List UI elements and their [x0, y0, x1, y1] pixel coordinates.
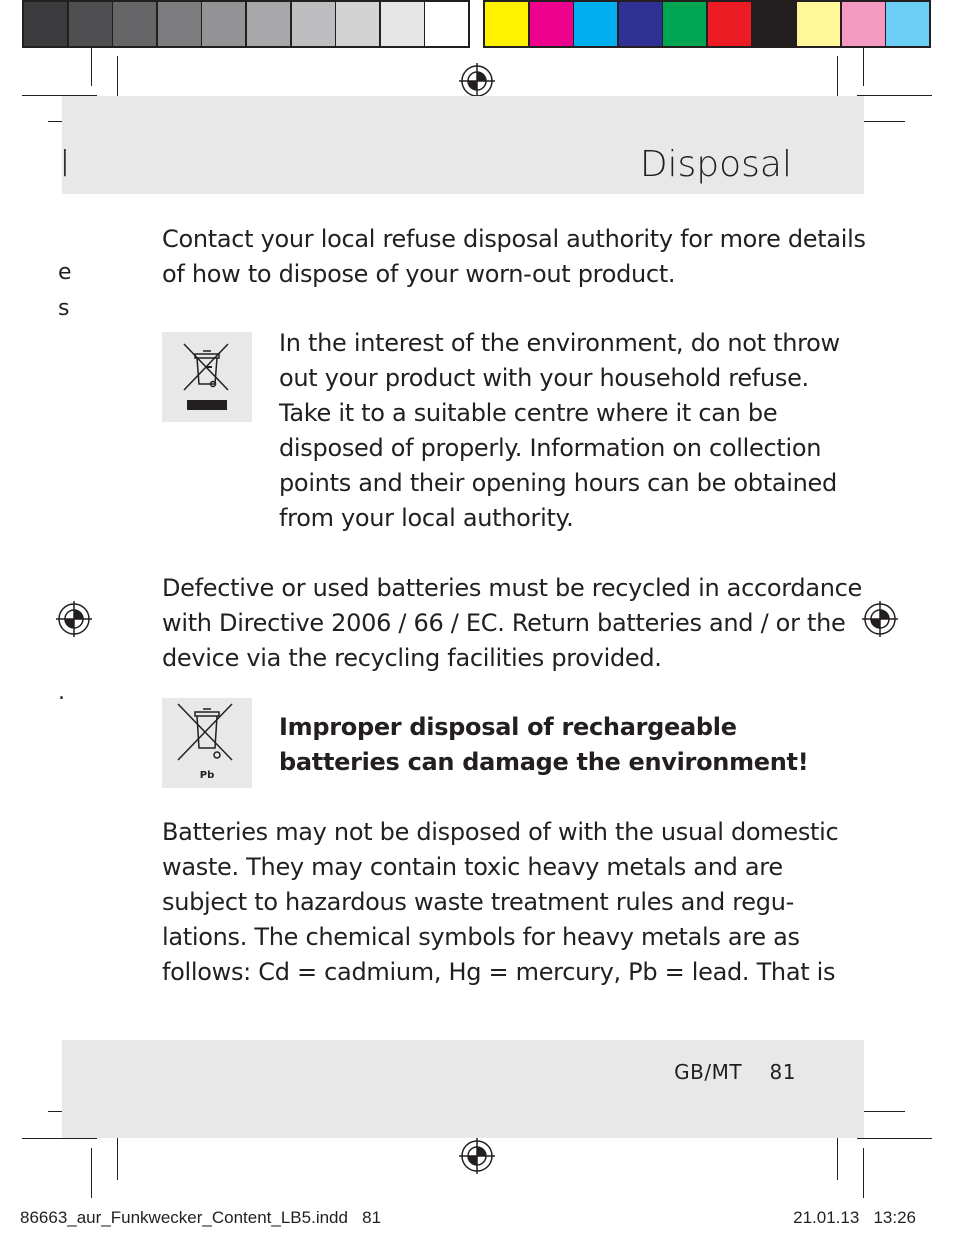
page-number: [674, 1060, 796, 1084]
text-line: subject to hazardous waste treatment rules and regu-: [162, 888, 794, 916]
battery-icon-box: [162, 698, 252, 788]
color-swatch: [292, 2, 335, 46]
text-line: of how to dispose of your worn-out product.: [162, 260, 676, 288]
heavy-metals-paragraph: [162, 815, 839, 990]
text-line: In the interest of the environment, do not throw: [279, 329, 840, 357]
page-number-value: 81: [769, 1060, 796, 1084]
color-swatch: [619, 2, 662, 46]
color-swatch: [663, 2, 706, 46]
color-swatch: [24, 2, 67, 46]
color-swatch: [425, 2, 468, 46]
text-line: lations. The chemical symbols for heavy metals are as: [162, 923, 800, 951]
text-line: disposed of properly. Information on collection: [279, 434, 822, 462]
batteries-paragraph: [162, 571, 863, 676]
page-title: Disposal: [639, 144, 792, 185]
text-line: with Directive 2006 / 66 / EC. Return batteries and / or the: [162, 609, 846, 637]
margin-fragment: s: [58, 296, 70, 321]
color-swatch: [708, 2, 751, 46]
registration-mark-right-icon: [862, 601, 898, 637]
color-swatch: [113, 2, 156, 46]
color-swatch: [485, 2, 528, 46]
color-swatch: [530, 2, 573, 46]
color-swatch: [574, 2, 617, 46]
crossed-out-wheelie-bin-icon: [162, 332, 252, 422]
text-line: from your local authority.: [279, 504, 574, 532]
color-swatch: [753, 2, 796, 46]
text-line: batteries can damage the environment!: [279, 748, 809, 776]
environment-paragraph: [279, 326, 840, 536]
color-swatch: [202, 2, 245, 46]
registration-mark-top-icon: [459, 63, 495, 99]
color-swatch: [247, 2, 290, 46]
battery-icon-label: Pb: [199, 770, 215, 781]
text-line: follows: Cd = cadmium, Hg = mercury, Pb = lead. That is: [162, 958, 836, 986]
text-line: device via the recycling facilities provided.: [162, 644, 662, 672]
warning-paragraph: [279, 710, 809, 780]
text-line: waste. They may contain toxic heavy metals and are: [162, 853, 783, 881]
text-line: Batteries may not be disposed of with the usual domestic: [162, 818, 839, 846]
color-swatch: [886, 2, 929, 46]
text-line: out your product with your household refuse.: [279, 364, 809, 392]
header-fragment: l: [60, 144, 71, 185]
text-line: Improper disposal of rechargeable: [279, 713, 737, 741]
intro-paragraph: [162, 222, 866, 292]
text-line: Contact your local refuse disposal authority for more details: [162, 225, 866, 253]
color-swatch: [842, 2, 885, 46]
crossed-out-bin-pb-icon: [162, 698, 252, 788]
text-line: points and their opening hours can be obtained: [279, 469, 837, 497]
color-swatch: [336, 2, 379, 46]
registration-mark-left-icon: [56, 601, 92, 637]
weee-icon-box: [162, 332, 252, 422]
print-datetime: 21.01.13 13:26: [793, 1208, 916, 1227]
registration-mark-bottom-icon: [459, 1138, 495, 1174]
text-line: Defective or used batteries must be recycled in accordance: [162, 574, 863, 602]
margin-fragment: .: [58, 680, 65, 705]
margin-fragment: e: [58, 260, 72, 285]
file-info: 86663_aur_Funkwecker_Content_LB5.indd 81: [20, 1208, 382, 1227]
color-swatch: [381, 2, 424, 46]
color-swatch: [69, 2, 112, 46]
color-swatch: [158, 2, 201, 46]
page-label: GB/MT: [674, 1060, 743, 1084]
color-swatch: [797, 2, 840, 46]
text-line: Take it to a suitable centre where it can be: [279, 399, 778, 427]
footer-band: [62, 1040, 864, 1138]
